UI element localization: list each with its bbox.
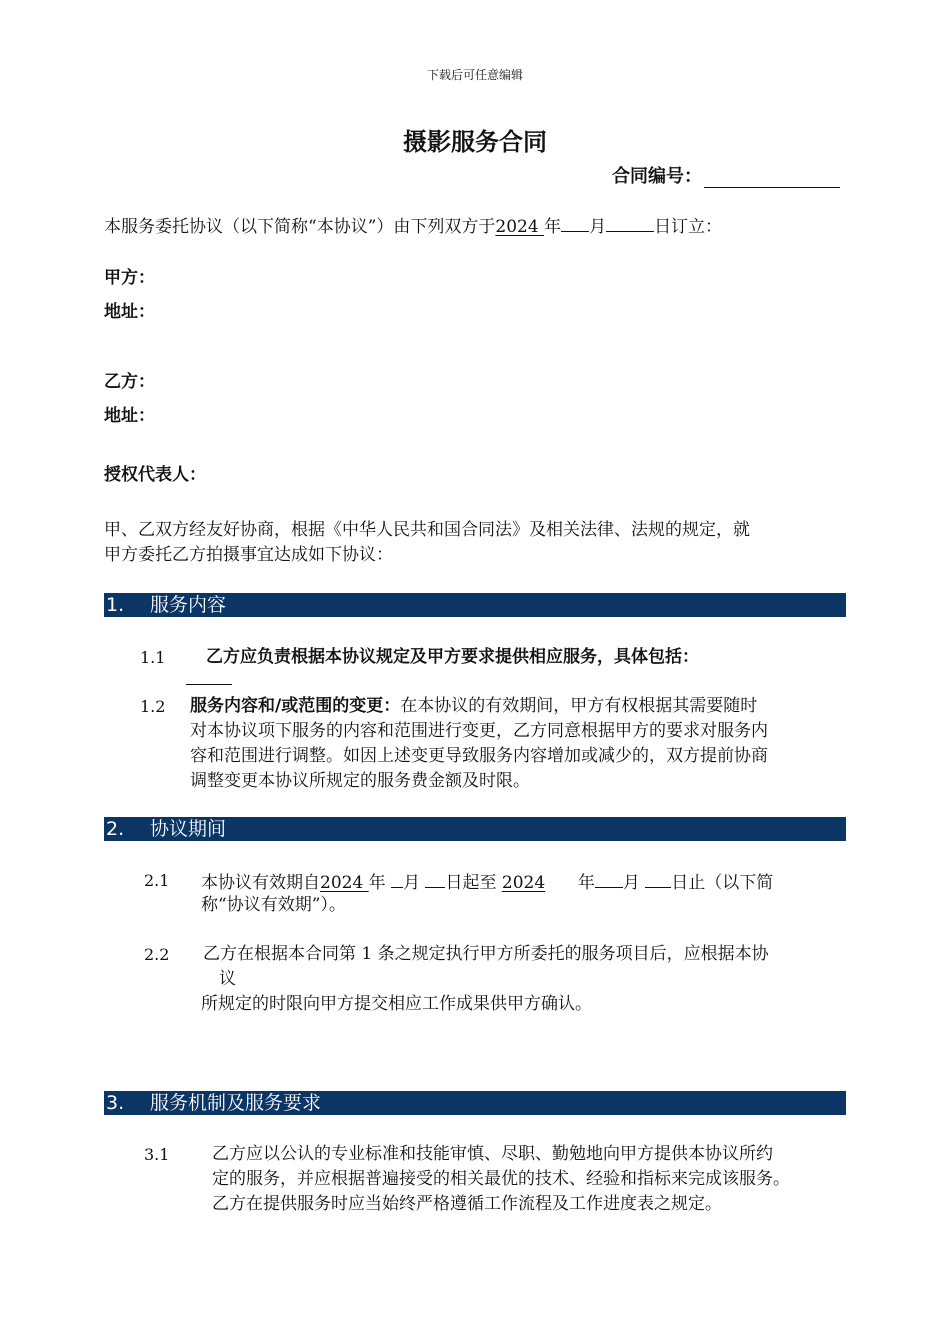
section-1-number: 1. (106, 594, 125, 616)
clause-2-1-start-year: 2024 (320, 873, 369, 893)
section-1-header (104, 593, 846, 617)
clause-2-1-line-2: 称“协议有效期”）。 (201, 895, 346, 915)
clause-2-2-number: 2.2 (144, 945, 170, 964)
clause-1-2-bold-lead: 服务内容和/或范围的变更： (190, 696, 401, 716)
header-note: 下载后可任意编辑 (426, 68, 523, 82)
section-3-number: 3. (106, 1092, 125, 1114)
clause-1-2-line-3: 容和范围进行调整。如因上述变更导致服务内容增加或减少的，双方提前协商 (190, 746, 768, 766)
contract-number (612, 162, 840, 188)
party-b-address-label: 地址： (104, 406, 155, 426)
authorized-rep-label: 授权代表人： (104, 465, 206, 485)
intro-year-suffix: 年 (544, 217, 562, 237)
clause-2-1-year-suffix-1: 年 (368, 873, 386, 893)
intro-day-blank[interactable] (606, 212, 654, 232)
clause-2-1-year-suffix-2: 年 (577, 873, 595, 893)
clause-2-2-line-3: 所规定的时限向甲方提交相应工作成果供甲方确认。 (201, 994, 592, 1014)
party-a-address-label: 地址： (104, 302, 155, 322)
clause-2-1-until: 日止（以下简 (671, 873, 774, 893)
document-title: 摄影服务合同 (403, 128, 547, 156)
clause-2-1-start-month-blank[interactable] (391, 868, 403, 888)
intro-text: 本服务委托协议（以下简称“本协议”）由下列双方于 (104, 217, 496, 237)
clause-2-1-text: 本协议有效期自 (201, 873, 320, 893)
clause-2-1-number: 2.1 (144, 871, 170, 890)
intro-line (104, 212, 722, 240)
clause-2-1-end-day-blank[interactable] (645, 868, 671, 888)
clause-3-1-line-1: 乙方应以公认的专业标准和技能审慎、尽职、勤勉地向甲方提供本协议所约 (212, 1144, 773, 1164)
section-2-title: 协议期间 (150, 818, 227, 840)
party-a-label: 甲方： (104, 268, 155, 288)
clause-2-1-line-1 (201, 868, 773, 896)
intro-day-suffix: 日订立： (654, 217, 723, 237)
section-3-title: 服务机制及服务要求 (150, 1092, 322, 1114)
intro-month-suffix: 月 (589, 217, 607, 237)
clause-2-1-from: 日起至 (445, 873, 497, 893)
clause-2-1-month-suffix-2: 月 (622, 873, 640, 893)
clause-2-2-line-1: 乙方在根据本合同第 1 条之规定执行甲方所委托的服务项目后，应根据本协 (203, 944, 769, 964)
clause-1-1-blank[interactable] (186, 684, 232, 685)
clause-2-1-end-month-blank[interactable] (595, 868, 623, 888)
section-1-title: 服务内容 (150, 594, 227, 616)
contract-number-label: 合同编号： (612, 166, 702, 187)
contract-number-blank[interactable] (704, 169, 840, 188)
clause-2-2-line-2: 议 (219, 969, 236, 989)
clause-2-1-start-day-blank[interactable] (425, 868, 445, 888)
section-3-header (104, 1091, 846, 1115)
clause-1-2-number: 1.2 (140, 697, 166, 716)
preamble-line-2: 甲方委托乙方拍摄事宜达成如下协议： (104, 545, 393, 565)
preamble-line-1: 甲、乙双方经友好协商，根据《中华人民共和国合同法》及相关法律、法规的规定，就 (104, 520, 750, 540)
section-2-header (104, 817, 846, 841)
clause-3-1-line-2: 定的服务，并应根据普遍接受的相关最优的技术、经验和指标来完成该服务。 (212, 1169, 790, 1189)
party-b-label: 乙方： (104, 372, 155, 392)
clause-3-1-line-3: 乙方在提供服务时应当始终严格遵循工作流程及工作进度表之规定。 (212, 1194, 722, 1214)
clause-2-1-end-year (502, 871, 578, 896)
clause-3-1-number: 3.1 (144, 1145, 170, 1164)
clause-1-1-text: 乙方应负责根据本协议规定及甲方要求提供相应服务，具体包括： (206, 647, 699, 667)
intro-month-blank[interactable] (561, 212, 589, 232)
section-2-number: 2. (106, 818, 125, 840)
clause-1-2-line-4: 调整变更本协议所规定的服务费金额及时限。 (190, 771, 530, 791)
clause-1-2-line-1 (190, 694, 757, 719)
intro-year: 2024 (495, 217, 545, 237)
clause-1-2-line-1-text: 在本协议的有效期间，甲方有权根据其需要随时 (400, 696, 758, 716)
clause-2-1-end-year-value: 2024 (501, 873, 546, 893)
clause-2-1-month-suffix-1: 月 (403, 873, 421, 893)
clause-1-2-line-2: 对本协议项下服务的内容和范围进行变更，乙方同意根据甲方的要求对服务内 (190, 721, 768, 741)
clause-1-1-number: 1.1 (140, 648, 166, 667)
